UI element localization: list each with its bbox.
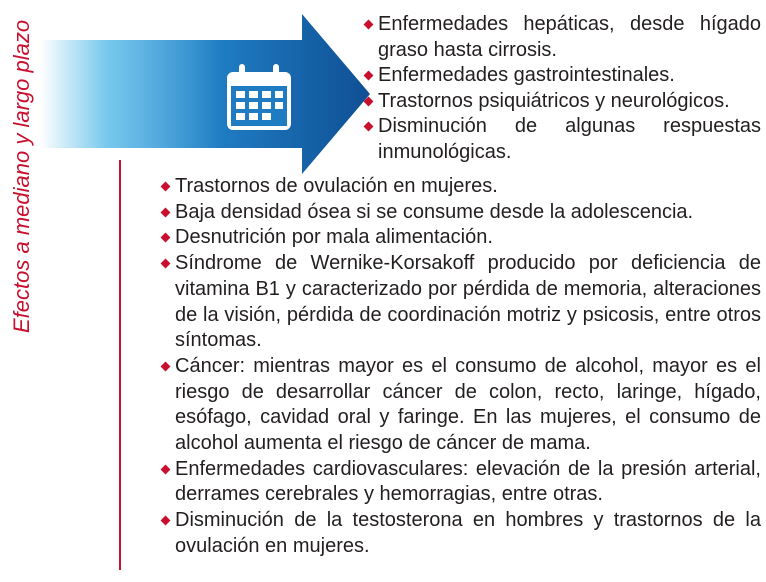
list-item: Enfermedades cardiovasculares: elevación de la presión arterial, derrames cerebrales y hemorragias, entre otras. — [162, 457, 761, 508]
list-item: Disminución de la testosterona en hombres y trastornos de la ovulación en mujeres. — [162, 508, 761, 559]
side-divider — [119, 160, 121, 570]
list-item: Síndrome de Wernike-Korsakoff producido por deficiencia de vitamina B1 y caracterizado por pérdida de memoria, alteraciones de la visión, pérdida de coordinación motriz y psicosis, entre otros síntomas. — [162, 251, 761, 354]
list-item: Enfermedades hepáticas, desde hígado graso hasta cirrosis. — [365, 12, 761, 63]
list-item: Desnutrición por mala alimentación. — [162, 225, 761, 251]
diamond-bullet-icon — [364, 96, 374, 106]
list-item: Disminución de algunas respuestas inmunológicas. — [365, 114, 761, 165]
diamond-bullet-icon — [161, 516, 171, 526]
arrow-shape — [40, 14, 370, 174]
diamond-bullet-icon — [364, 71, 374, 81]
diamond-bullet-icon — [161, 207, 171, 217]
diamond-bullet-icon — [161, 464, 171, 474]
diamond-bullet-icon — [364, 122, 374, 132]
diamond-bullet-icon — [161, 233, 171, 243]
effects-list-top — [365, 12, 761, 165]
diamond-bullet-icon — [161, 259, 171, 269]
diamond-bullet-icon — [161, 182, 171, 192]
list-item: Trastornos de ovulación en mujeres. — [162, 174, 761, 200]
calendar-icon — [227, 64, 291, 130]
side-title: Efectos a mediano y largo plazo — [9, 19, 34, 333]
diamond-bullet-icon — [364, 20, 374, 30]
list-item: Baja densidad ósea si se consume desde la adolescencia. — [162, 200, 761, 226]
arrow-graphic — [40, 14, 370, 174]
diamond-bullet-icon — [161, 361, 171, 371]
effects-list-bottom — [162, 174, 761, 560]
list-item: Enfermedades gastrointestinales. — [365, 63, 761, 89]
list-item: Cáncer: mientras mayor es el consumo de alcohol, mayor es el riesgo de desarrollar cáncer de colon, recto, laringe, hígado, esófago, cavidad oral y faringe. En las mujeres, el consumo de alcohol aumenta el riesgo de cáncer de mama. — [162, 354, 761, 457]
list-item: Trastornos psiquiátricos y neurológicos. — [365, 89, 761, 115]
